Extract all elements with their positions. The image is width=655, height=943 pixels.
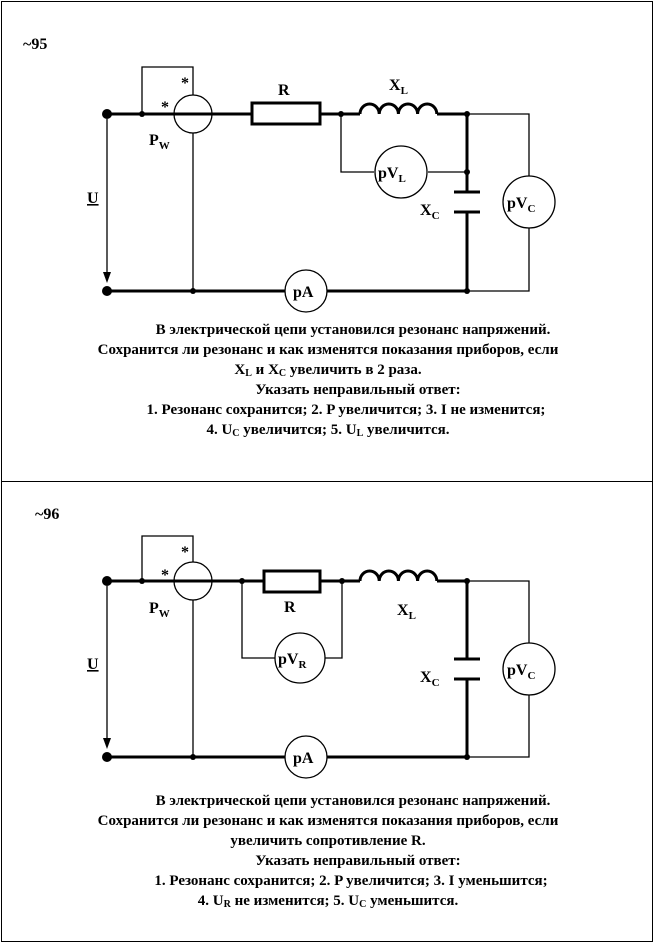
question-line: В электрической цепи установился резонанс напряжений.	[155, 793, 551, 809]
star-marker: *	[181, 544, 189, 561]
junction-w	[139, 578, 145, 584]
resistor	[252, 103, 320, 124]
terminal-bottom	[102, 286, 112, 296]
junction-pvr-right	[339, 578, 345, 584]
pvc-wire-bottom	[467, 695, 529, 757]
source-arrow-head	[103, 738, 111, 749]
voltmeter-c-label: $pV_C$	[507, 195, 536, 215]
ammeter-label: pA	[293, 750, 314, 767]
junction-w-bottom	[190, 754, 196, 760]
capacitor-label: $X_C$	[420, 669, 440, 689]
voltmeter-r-label: $pV_R$	[278, 651, 307, 671]
terminal-bottom	[102, 752, 112, 762]
inductor-label: $X_L$	[389, 77, 408, 97]
pvl-wire-left	[341, 114, 374, 172]
junction-pvc-bottom	[464, 288, 470, 294]
junction-pvl-left	[338, 111, 344, 117]
question-line: Указать неправильный ответ:	[255, 382, 461, 398]
junction-w-bottom	[190, 288, 196, 294]
resistor	[264, 571, 320, 592]
top-wire-right	[437, 581, 467, 659]
problem-96-question	[2, 791, 654, 911]
question-line: Сохранится ли резонанс и как изменятся показания приборов, если	[97, 342, 559, 358]
inductor	[360, 571, 437, 581]
junction-pvc-bottom	[464, 754, 470, 760]
star-marker: *	[181, 75, 189, 92]
wattmeter-label: $P_W$	[149, 600, 170, 620]
question-line: В электрической цепи установился резонанс напряжений.	[155, 322, 551, 338]
answer-options: 1. Резонанс сохранится; 2. P увеличится; 3. I уменьшится;	[154, 873, 548, 889]
junction-w	[139, 111, 145, 117]
resistor-label: R	[278, 82, 290, 99]
star-marker: *	[161, 99, 169, 116]
resistor-label: R	[284, 599, 296, 616]
top-wire-right	[437, 114, 467, 192]
question-line: Указать неправильный ответ:	[255, 853, 461, 869]
capacitor-label: $X_C$	[420, 202, 440, 222]
answer-options: 4. $U_C$ увеличится; 5. $U_L$ увеличится.	[206, 422, 450, 439]
star-marker: *	[161, 567, 169, 584]
question-line: Сохранится ли резонанс и как изменятся показания приборов, если	[97, 813, 559, 829]
source-label: U	[87, 190, 99, 207]
problem-96-panel	[1, 481, 653, 942]
terminal-top	[102, 576, 112, 586]
source-label: U	[87, 656, 99, 673]
pvr-wire-right	[325, 581, 342, 658]
inductor-label: $X_L$	[397, 602, 416, 622]
problem-95-panel	[1, 1, 653, 481]
voltmeter-l-label: $pV_L$	[378, 165, 406, 185]
question-line: $X_L$ и $X_C$ увеличить в 2 раза.	[234, 362, 422, 379]
junction-pvr-left	[239, 578, 245, 584]
pvc-wire-bottom	[467, 228, 529, 291]
source-arrow-head	[103, 272, 111, 283]
pvc-wire-top	[467, 581, 529, 643]
problem-96-number: ~96	[35, 506, 60, 523]
answer-options: 1. Резонанс сохранится; 2. P увеличится; 3. I не изменится;	[146, 402, 546, 418]
answer-options: 4. $U_R$ не изменится; 5. $U_C$ уменьшится.	[197, 893, 459, 910]
ammeter-label: pA	[293, 284, 314, 301]
wattmeter-label: $P_W$	[149, 132, 170, 152]
junction-pvc-top	[464, 111, 470, 117]
question-line: увеличить сопротивление R.	[230, 833, 426, 849]
junction-pvl-right	[464, 169, 470, 175]
problem-95-number: ~95	[23, 36, 48, 53]
pvc-wire-top	[467, 114, 529, 176]
junction-pvc-top	[464, 578, 470, 584]
voltmeter-c-label: $pV_C$	[507, 662, 536, 682]
problem-95-question	[2, 320, 654, 440]
terminal-top	[102, 109, 112, 119]
inductor	[360, 104, 437, 114]
